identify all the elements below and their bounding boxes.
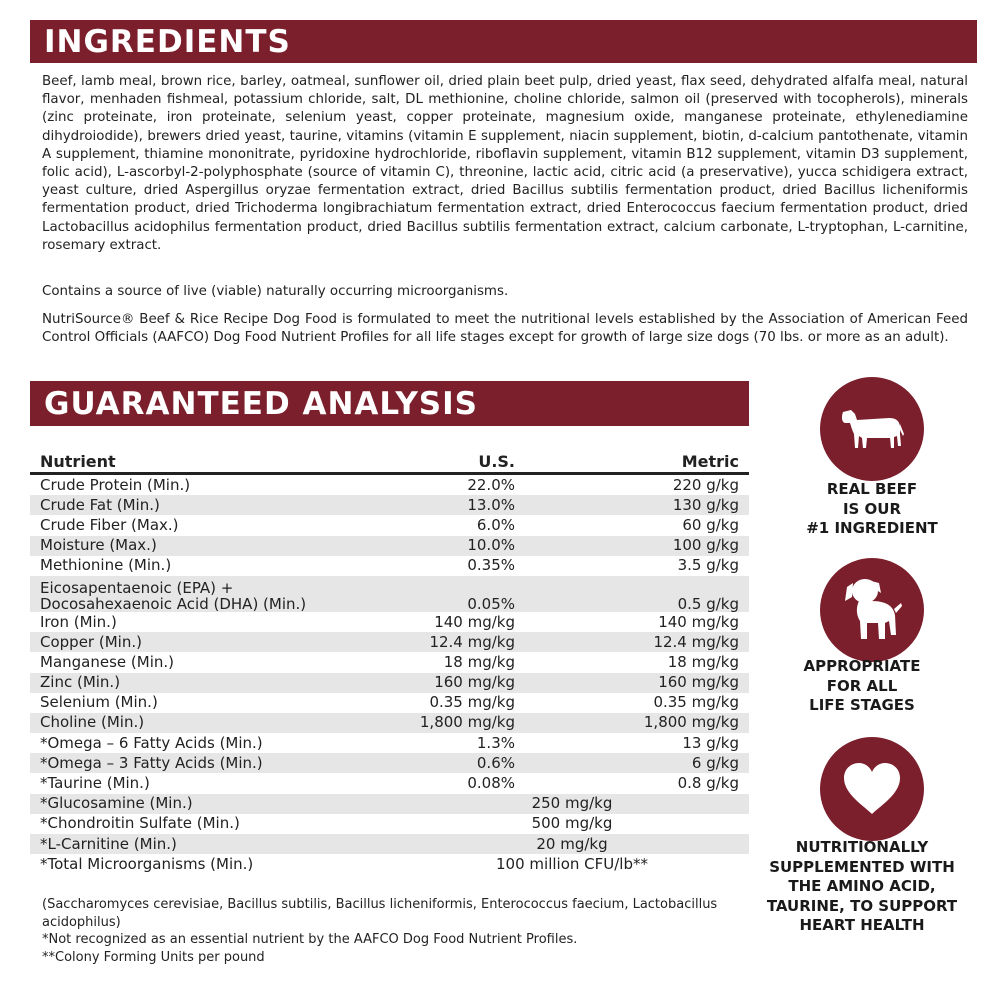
- nutrient-name: *Omega – 3 Fatty Acids (Min.): [30, 753, 385, 773]
- heart-health-badge: [820, 737, 924, 841]
- heart-health-badge-label: NUTRITIONALLY SUPPLEMENTED WITH THE AMINO ACID, TAURINE, TO SUPPORT HEART HEALTH: [766, 838, 958, 934]
- combined-value: 500 mg/kg: [531, 814, 613, 833]
- table-row: [30, 693, 749, 713]
- table-row: [30, 474, 749, 496]
- metric-value: 100 g/kg: [525, 536, 749, 556]
- us-value: 1,800 mg/kg: [385, 713, 525, 733]
- column-header-metric: Metric: [525, 450, 749, 474]
- nutrient-name: Methionine (Min.): [40, 556, 172, 575]
- guaranteed-analysis-heading: GUARANTEED ANALYSIS: [30, 381, 749, 426]
- metric-value: 6 g/kg: [525, 753, 749, 773]
- combined-value: 20 mg/kg: [385, 834, 749, 854]
- table-row: [30, 576, 749, 612]
- metric-value: 1,800 mg/kg: [525, 713, 749, 733]
- nutrient-name: Manganese (Min.): [40, 652, 174, 671]
- beef-badge: [820, 377, 924, 481]
- nutrient-name-line1: Eicosapentaenoic (EPA) +: [40, 578, 234, 597]
- metric-value: 0.35 mg/kg: [653, 693, 739, 712]
- guaranteed-analysis-table: [30, 450, 749, 874]
- aafco-footnote: *Not recognized as an essential nutrient by the AAFCO Dog Food Nutrient Profiles.: [42, 932, 578, 947]
- nutrient-name: *Chondroitin Sulfate (Min.): [40, 814, 240, 833]
- aafco-statement: NutriSource® Beef & Rice Recipe Dog Food is formulated to meet the nutritional levels established by the Association of American Feed Control Officials (AAFCO) Dog Food Nutrient Profiles for all life stages except for growth of large size dogs (70 lbs. or more as an adult).: [42, 312, 968, 346]
- table-row: [30, 495, 749, 515]
- nutrient-name: *Total Microorganisms (Min.): [40, 854, 254, 873]
- nutrient-name: Selenium (Min.): [40, 693, 158, 712]
- table-row: [30, 632, 749, 652]
- us-value: 10.0%: [385, 536, 525, 556]
- table-row: [30, 652, 749, 672]
- metric-value: 12.4 mg/kg: [525, 632, 749, 652]
- table-row: [30, 536, 749, 556]
- us-value: 0.6%: [385, 753, 525, 773]
- table-row: [30, 834, 749, 854]
- nutrient-name: Zinc (Min.): [30, 673, 385, 693]
- table-row: [30, 773, 749, 793]
- nutrient-name: *Taurine (Min.): [40, 774, 150, 793]
- nutrient-name: Iron (Min.): [40, 612, 117, 631]
- nutrient-name-line2: Docosahexaenoic Acid (DHA) (Min.): [40, 594, 307, 613]
- table-row: [30, 673, 749, 693]
- life-stages-badge-label: APPROPRIATE FOR ALL LIFE STAGES: [803, 657, 921, 714]
- ingredients-list: Beef, lamb meal, brown rice, barley, oatmeal, sunflower oil, dried plain beet pulp, dried yeast, flax seed, dehydrated alfalfa meal, natural flavor, menhaden fishmeal, potassium chloride, salt, DL methionine, choline chloride, salmon oil (preserved with tocopherols), minerals (zinc proteinate, iron proteinate, selenium yeast, copper proteinate, magnesium oxide, manganese proteinate, ethylenediamine dihydroiodide), brewers dried yeast, taurine, vitamins (vitamin E supplement, niacin supplement, biotin, d-calcium pantothenate, vitamin A supplement, thiamine mononitrate, pyridoxine hydrochloride, riboflavin supplement, vitamin B12 supplement, vitamin D3 supplement, folic acid), L-ascorbyl-2-polyphosphate (source of vitamin C), threonine, lactic acid, citric acid (a preservative), yucca schidigera extract, yeast culture, dried Aspergillus oryzae fermentation extract, dried Bacillus subtilis fermentation product, dried Bacillus licheniformis fermentation product, dried Trichoderma longibrachiatum fermentation extract, dried Enterococcus faecium fermentation product, dried Lactobacillus acidophilus fermentation product, dried Bacillus subtilis fermentation extract, calcium carbonate, L-tryptophan, L-carnitine, rosemary extract.: [42, 74, 968, 253]
- microorganisms-note: Contains a source of live (viable) naturally occurring microorganisms.: [42, 284, 509, 299]
- cow-icon: [837, 404, 907, 454]
- table-row: [30, 612, 749, 632]
- metric-value: 160 mg/kg: [525, 673, 749, 693]
- us-value: 18 mg/kg: [443, 652, 515, 671]
- table-row: [30, 794, 749, 814]
- metric-value: 13 g/kg: [682, 733, 739, 752]
- us-value: 0.05%: [385, 576, 525, 612]
- table-row: [30, 713, 749, 733]
- table-row: [30, 515, 749, 535]
- us-value: 22.0%: [467, 475, 515, 494]
- us-value: 0.08%: [467, 774, 515, 793]
- ingredients-heading: INGREDIENTS: [30, 20, 977, 63]
- combined-value: 250 mg/kg: [385, 794, 749, 814]
- metric-value: 3.5 g/kg: [677, 556, 739, 575]
- metric-value: 60 g/kg: [682, 515, 739, 534]
- heart-icon: [842, 762, 902, 816]
- nutrient-name: Crude Fat (Min.): [30, 495, 385, 515]
- analysis-footnotes: [42, 896, 762, 966]
- table-row: [30, 733, 749, 753]
- table-row: [30, 814, 749, 834]
- nutrient-name: *Glucosamine (Min.): [30, 794, 385, 814]
- us-value: 12.4 mg/kg: [385, 632, 525, 652]
- column-header-us: U.S.: [385, 450, 525, 474]
- metric-value: 130 g/kg: [525, 495, 749, 515]
- metric-value: 18 mg/kg: [667, 652, 739, 671]
- metric-value: 0.8 g/kg: [677, 774, 739, 793]
- nutrient-name: Moisture (Max.): [30, 536, 385, 556]
- table-row: [30, 854, 749, 874]
- us-value: 6.0%: [476, 515, 515, 534]
- table-row: [30, 556, 749, 576]
- us-value: 1.3%: [476, 733, 515, 752]
- metric-value: 220 g/kg: [672, 475, 739, 494]
- microorganism-species-note: (Saccharomyces cerevisiae, Bacillus subtilis, Bacillus licheniformis, Enterococcus faecium, Lactobacillus acidophilus): [42, 897, 718, 930]
- nutrient-name: Choline (Min.): [30, 713, 385, 733]
- table-header-row: [30, 450, 749, 474]
- nutrient-name: Copper (Min.): [30, 632, 385, 652]
- puppy-icon: [841, 575, 903, 645]
- metric-value: 140 mg/kg: [658, 612, 739, 631]
- combined-value: 100 million CFU/lb**: [496, 854, 648, 873]
- us-value: 0.35%: [467, 556, 515, 575]
- us-value: 160 mg/kg: [385, 673, 525, 693]
- beef-badge-label: REAL BEEF IS OUR #1 INGREDIENT: [806, 480, 938, 537]
- column-header-nutrient: Nutrient: [30, 450, 385, 474]
- us-value: 140 mg/kg: [434, 612, 515, 631]
- us-value: 13.0%: [385, 495, 525, 515]
- nutrient-name: Crude Protein (Min.): [40, 475, 191, 494]
- nutrient-name: Crude Fiber (Max.): [40, 515, 179, 534]
- us-value: 0.35 mg/kg: [429, 693, 515, 712]
- nutrient-name: *Omega – 6 Fatty Acids (Min.): [40, 733, 263, 752]
- life-stages-badge: [820, 558, 924, 662]
- nutrient-name: [30, 576, 385, 612]
- metric-value: 0.5 g/kg: [525, 576, 749, 612]
- cfu-footnote: **Colony Forming Units per pound: [42, 949, 265, 965]
- nutrient-name: *L-Carnitine (Min.): [30, 834, 385, 854]
- table-row: [30, 753, 749, 773]
